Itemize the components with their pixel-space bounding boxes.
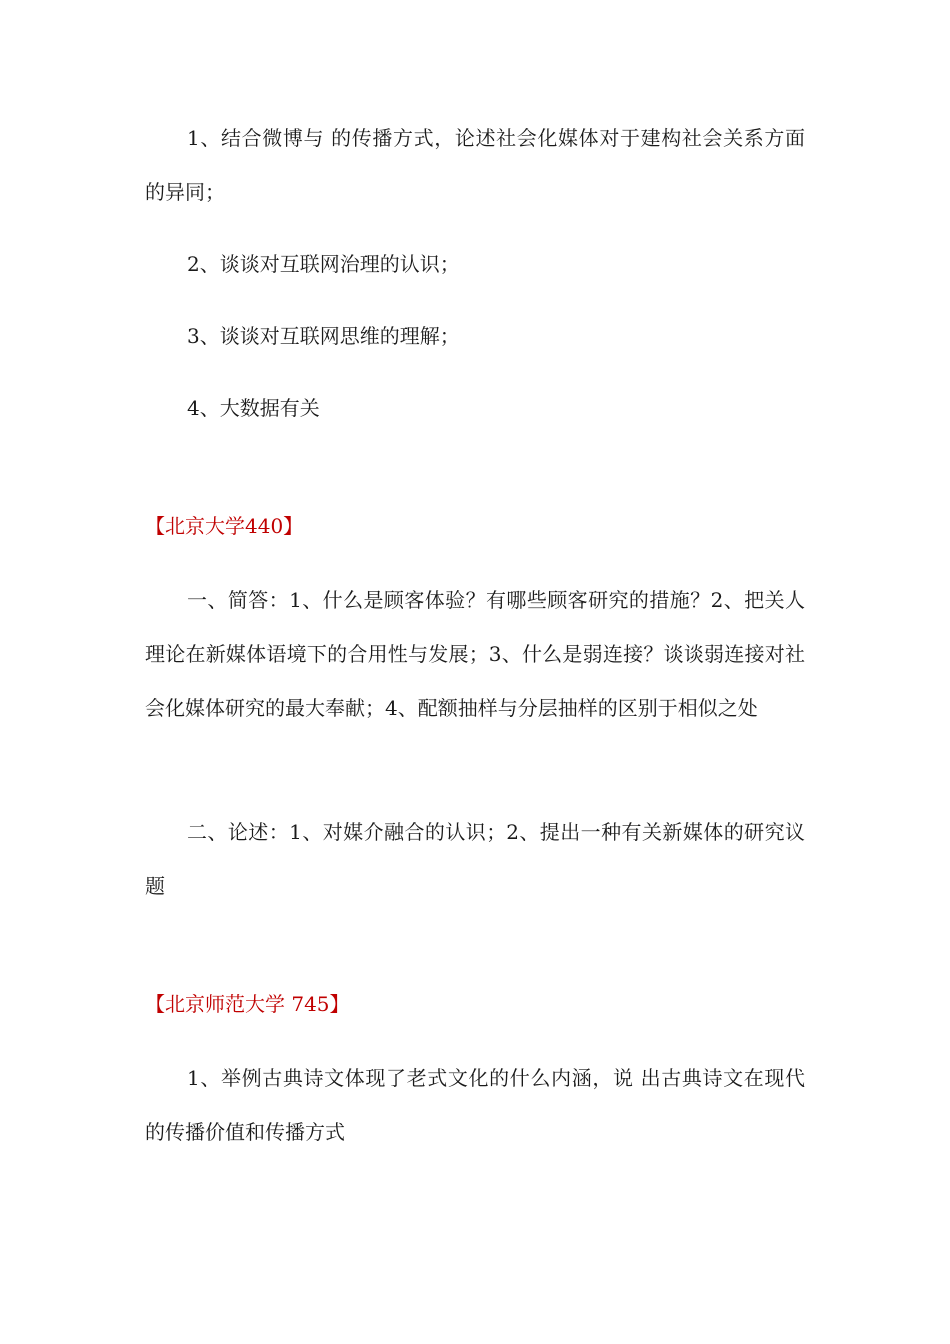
question-item: 4、大数据有关 [187,396,320,420]
question-item: 2、谈谈对互联网治理的认识； [187,252,460,276]
question-paragraph: 1、举例古典诗文体现了老式文化的什么内涵，说 出古典诗文在现代的传播价值和传播方式 [145,1066,805,1144]
section-heading-bnu: 【北京师范大学 745】 [145,992,350,1016]
question-paragraph: 二、论述：1、对媒介融合的认识；2、提出一种有关新媒体的研究议题 [145,820,805,898]
section-heading-pku: 【北京大学440】 [145,514,304,538]
question-item: 3、谈谈对互联网思维的理解； [187,324,460,348]
question-paragraph: 一、简答：1、什么是顾客体验？有哪些顾客研究的措施？2、把关人理论在新媒体语境下的合用性与发展；3、什么是弱连接？谈谈弱连接对社会化媒体研究的最大奉献；4、配额抽样与分层抽样的区别于相似之处 [145,588,805,720]
question-item: 1、结合微博与 的传播方式，论述社会化媒体对于建构社会关系方面的异同； [145,126,805,204]
